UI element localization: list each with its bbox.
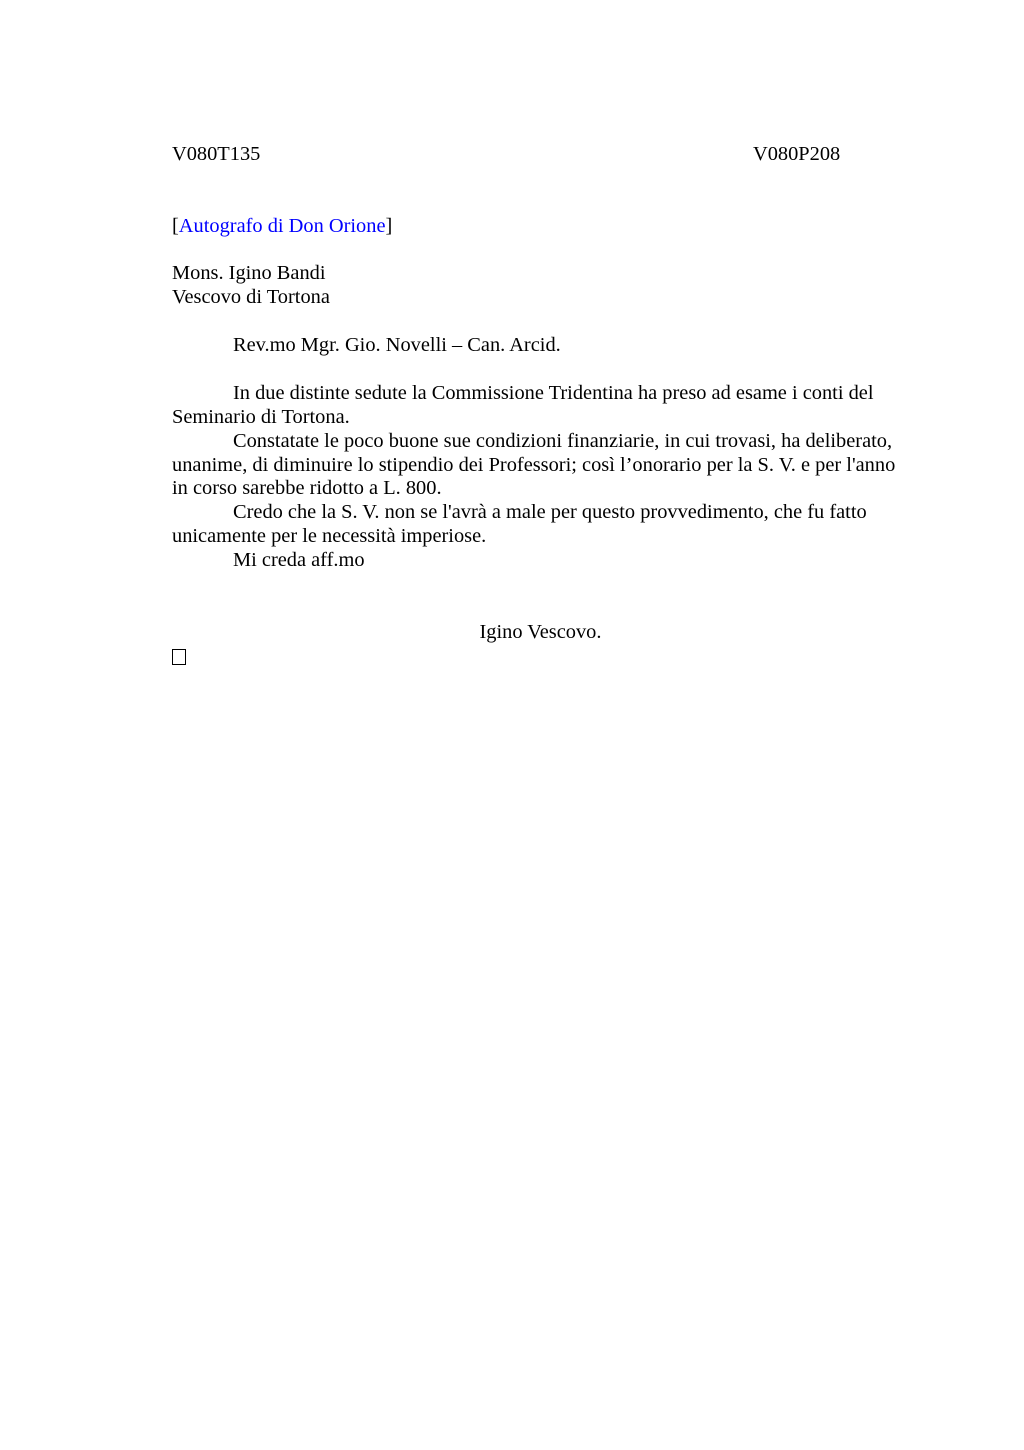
paragraph-line: unanime, di diminuire lo stipendio dei Professori; così l’onorario per la S. V. e per l'anno	[172, 453, 896, 476]
blank-line	[172, 239, 909, 263]
doc-code-left: V080T135	[172, 143, 261, 165]
recipient-title: Vescovo di Tortona	[172, 286, 330, 309]
doc-code-right: V080P208	[753, 143, 841, 165]
paragraph-line: unicamente per le necessità imperiose.	[172, 525, 487, 548]
document-content	[172, 143, 909, 669]
blank-line	[172, 573, 909, 597]
close-bracket: ]	[385, 214, 393, 237]
paragraph-line: in corso sarebbe ridotto a L. 800.	[172, 477, 442, 500]
paragraph-line: Constatate le poco buone sue condizioni finanziarie, in cui trovasi, ha deliberato,	[233, 429, 893, 452]
signature: Igino Vescovo.	[479, 620, 602, 643]
paragraph-line: Seminario di Tortona.	[172, 405, 350, 428]
paragraph-line: In due distinte sedute la Commissione Tridentina ha preso ad esame i conti del	[233, 381, 874, 404]
empty-square-icon	[172, 649, 186, 665]
recipient-name: Mons. Igino Bandi	[172, 262, 326, 285]
closing: Mi creda aff.mo	[233, 549, 365, 572]
paragraph-line: Credo che la S. V. non se l'avrà a male per questo provvedimento, che fu fatto	[233, 501, 867, 524]
square-row	[172, 645, 909, 669]
blank-line	[172, 597, 909, 621]
open-bracket: [	[172, 214, 179, 237]
annotation-row	[172, 215, 909, 239]
header-codes-row	[172, 143, 909, 167]
autografo-link[interactable]: Autografo di Don Orione	[178, 214, 386, 237]
blank-line	[172, 167, 909, 191]
salutation: Rev.mo Mgr. Gio. Novelli – Can. Arcid.	[233, 334, 561, 357]
blank-line	[172, 358, 909, 382]
blank-line	[172, 191, 909, 215]
blank-line	[172, 310, 909, 334]
